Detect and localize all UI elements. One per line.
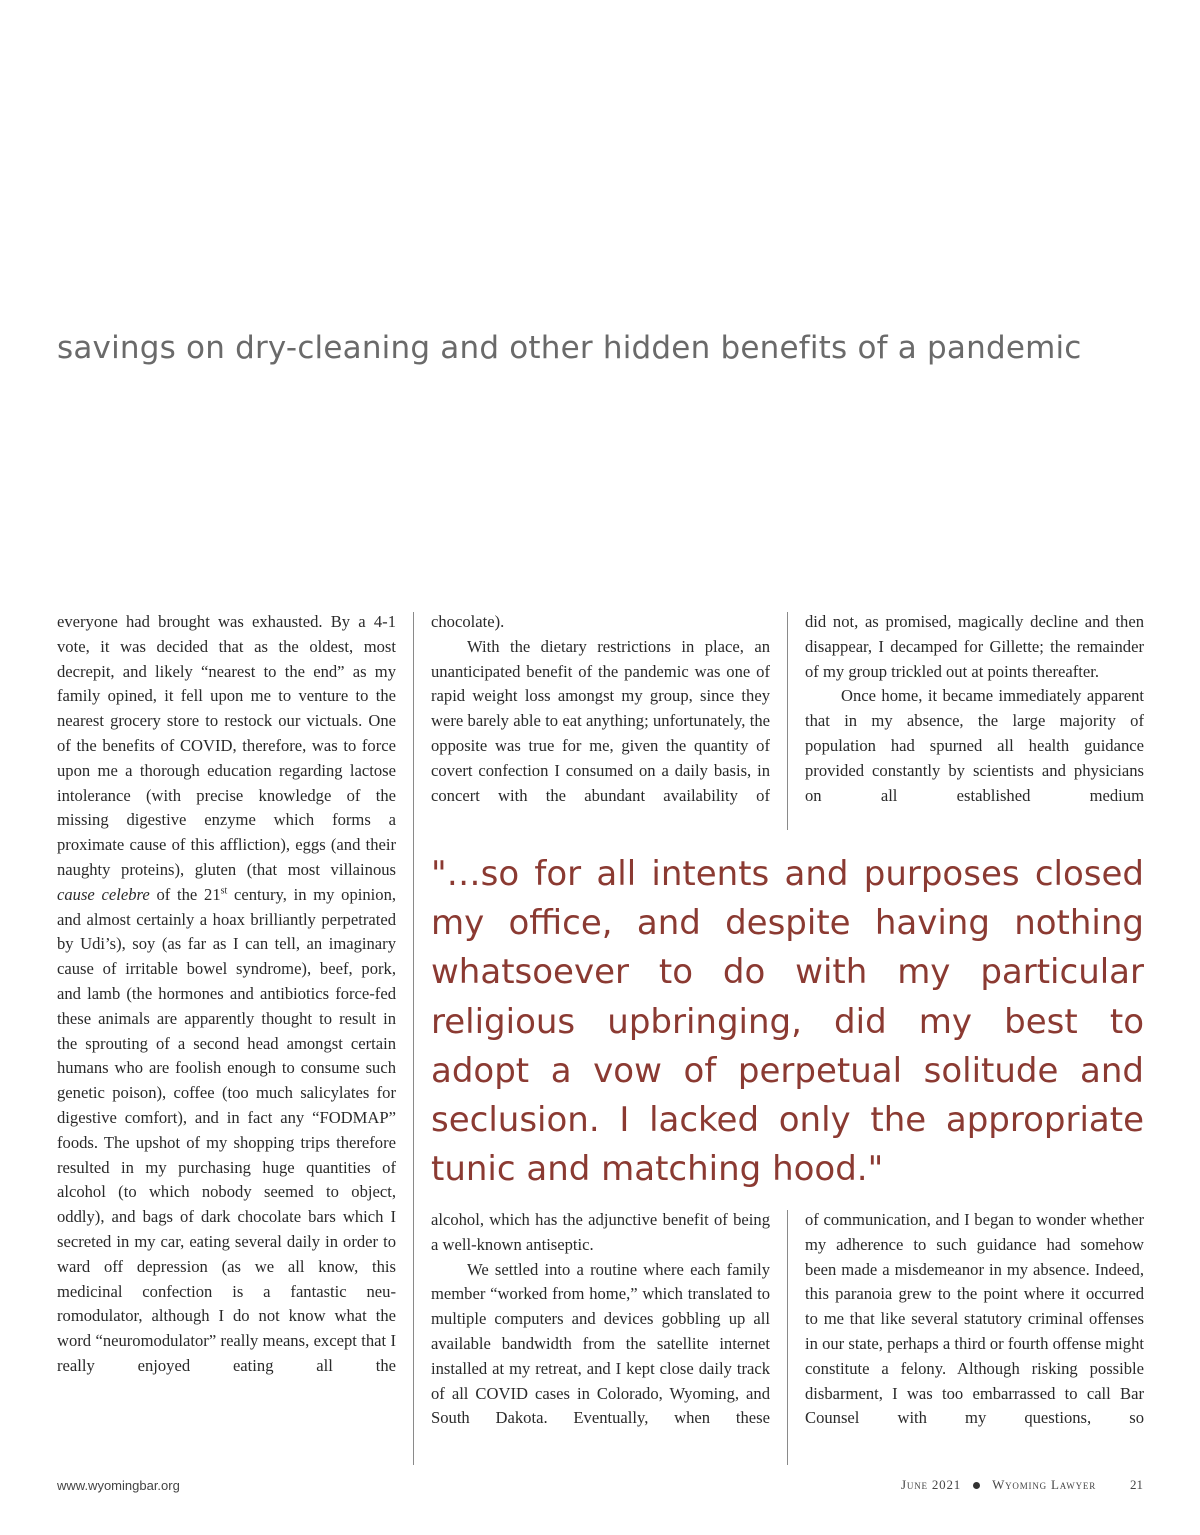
- article-subtitle: savings on dry-cleaning and other hidden benefits of a pandemic: [57, 330, 1082, 366]
- body-column-3-top: [805, 610, 1144, 834]
- footer-issue-info: [901, 1477, 1143, 1493]
- column1-mid: of the 21: [149, 884, 221, 904]
- column1-italic: cause celebre: [57, 884, 150, 904]
- footer-issue-date: June 2021: [901, 1477, 962, 1492]
- column3-top-p2: Once home, it became immediately apparent that in my absence, the large majority of population had spurned all health guidance provided constantly by scientists and physicians on all established medium: [805, 686, 1144, 805]
- body-column-1: [57, 610, 396, 1450]
- page-number: 21: [1130, 1477, 1143, 1492]
- column3-bottom-p1: of communication, and I began to wonder whether my adherence to such guidance had somehow been made a misdemeanor in my absence. Indeed, this paranoia grew to the point where it occurred to me that like several statutory criminal offenses in our state, perhaps a third or fourth offense might constitute a felony. Although risking possible disbarment, I was too embarrassed to call Bar Counsel with my questions, so: [805, 1210, 1144, 1428]
- footer-publication: Wyoming Lawyer: [992, 1477, 1096, 1492]
- column1-text: everyone had brought was exhausted. By a 4-1 vote, it was decided that as the oldest, most decrepit, and likely “nearest to the end” as my family opined, it fell upon me to venture to the nearest grocery store to restock our victuals. One of the benefits of COVID, therefore, was to force upon me a thorough education regarding lactose intolerance (with precise knowledge of the missing digestive enzyme which forms a proximate cause of this affliction), eggs (and their naughty proteins), gluten (that most villainous: [57, 612, 396, 879]
- column-divider-1: [413, 612, 414, 1465]
- bullet-separator-icon: [973, 1482, 980, 1489]
- column1-rest: century, in my opinion, and almost certainly a hoax brilliantly perpetrated by Udi’s), soy (as far as I can tell, an imaginary cause of irritable bowel syndrome), beef, pork, and lamb (the hormones and antibiotics force-fed these animals are apparently thought to result in the sprouting of a second head amongst certain humans who are foolish enough to consume such genetic poison), coffee (too much salicylates for digestive comfort), and in fact any “FODMAP” foods. The upshot of my shopping trips therefore resulted in my purchasing huge quantities of alcohol (to which nobody seemed to object, oddly), and bags of dark chocolate bars which I secreted in my car, eating several daily in order to ward off depression (as we all know, this medicinal confection is a fantastic neuromodulator, although I do not know what the word “neuromodulator” really means, except that I really enjoyed eating all the: [57, 884, 396, 1375]
- pull-quote: "…so for all intents and purposes closed my office, and despite having nothing whatsoever to do with my particular religious upbringing, did my best to adopt a vow of perpetual solitude and seclusion. I lacked only the appropriate tunic and matching hood.": [431, 854, 1144, 1190]
- column2-top-p1: chocolate).: [431, 612, 505, 631]
- column2-bottom-p1: alcohol, which has the adjunctive benefit of being a well-known antiseptic.: [431, 1210, 770, 1254]
- column-divider-2-top: [787, 612, 788, 830]
- column1-sup: st: [220, 885, 228, 897]
- footer-url[interactable]: www.wyomingbar.org: [57, 1478, 180, 1493]
- column-divider-2-bottom: [787, 1210, 788, 1465]
- body-column-2-bottom: [431, 1208, 770, 1450]
- column2-bottom-p2: We settled into a routine where each family member “worked from home,” which translated to multiple computers and devices gobbling up all available bandwidth from the satellite internet installed at my retreat, and I kept close daily track of all COVID cases in Colorado, Wyoming, and South Dakota. Eventually, when these: [431, 1259, 770, 1428]
- body-column-3-bottom: [805, 1208, 1144, 1450]
- column3-top-p1: did not, as promised, magically decline and then disappear, I decamped for Gillette; the remainder of my group trickled out at points thereafter.: [805, 612, 1144, 681]
- column2-top-p2: With the dietary restrictions in place, an unanticipated benefit of the pandemic was one of rapid weight loss amongst my group, since they were barely able to eat anything; unfortunately, the opposite was true for me, given the quantity of covert confection I consumed on a daily basis, in concert with the abundant availability of: [431, 636, 770, 805]
- body-column-2-top: [431, 610, 770, 834]
